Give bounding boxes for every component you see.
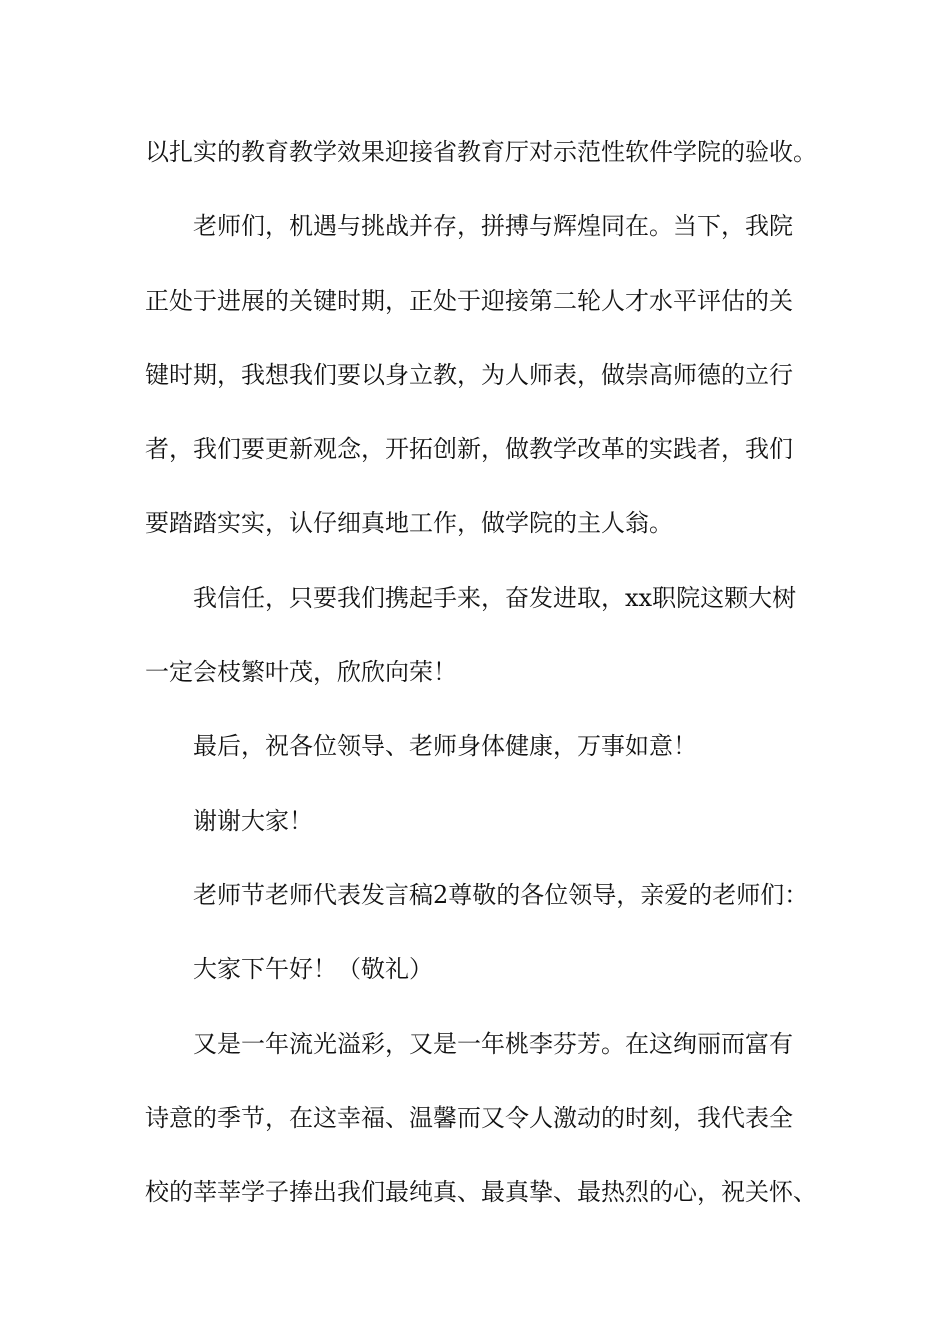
paragraph-line: 老师们，机遇与挑战并存，拼搏与辉煌同在。当下，我院 xyxy=(193,212,793,241)
paragraph-line: 要踏踏实实，认仔细真地工作，做学院的主人翁。 xyxy=(145,509,673,538)
paragraph-line: 谢谢大家！ xyxy=(193,806,313,835)
paragraph-line: 一定会枝繁叶茂，欣欣向荣！ xyxy=(145,658,457,687)
paragraph-line: 以扎实的教育教学效果迎接省教育厅对示范性软件学院的验收。 xyxy=(145,138,817,166)
paragraph-line: 老师节老师代表发言稿2尊敬的各位领导，亲爱的老师们： xyxy=(193,880,809,909)
paragraph-line: 者，我们要更新观念，开拓创新，做教学改革的实践者，我们 xyxy=(145,435,793,464)
paragraph-line: 校的莘莘学子捧出我们最纯真、最真挚、最热烈的心，祝关怀、 xyxy=(145,1178,817,1207)
paragraph-line: 大家下午好！（敬礼） xyxy=(193,955,433,984)
paragraph-line: 键时期，我想我们要以身立教，为人师表，做崇高师德的立行 xyxy=(145,360,793,389)
paragraph-line: 又是一年流光溢彩，又是一年桃李芬芳。在这绚丽而富有 xyxy=(193,1029,793,1058)
paragraph-line: 诗意的季节，在这幸福、温馨而又令人激动的时刻，我代表全 xyxy=(145,1103,793,1132)
paragraph-line: 我信任，只要我们携起手来，奋发进取，xx职院这颗大树 xyxy=(193,583,797,612)
document-body xyxy=(145,126,825,1240)
paragraph-line: 正处于进展的关键时期，正处于迎接第二轮人才水平评估的关 xyxy=(145,286,793,315)
paragraph-line: 最后，祝各位领导、老师身体健康，万事如意！ xyxy=(193,732,697,761)
